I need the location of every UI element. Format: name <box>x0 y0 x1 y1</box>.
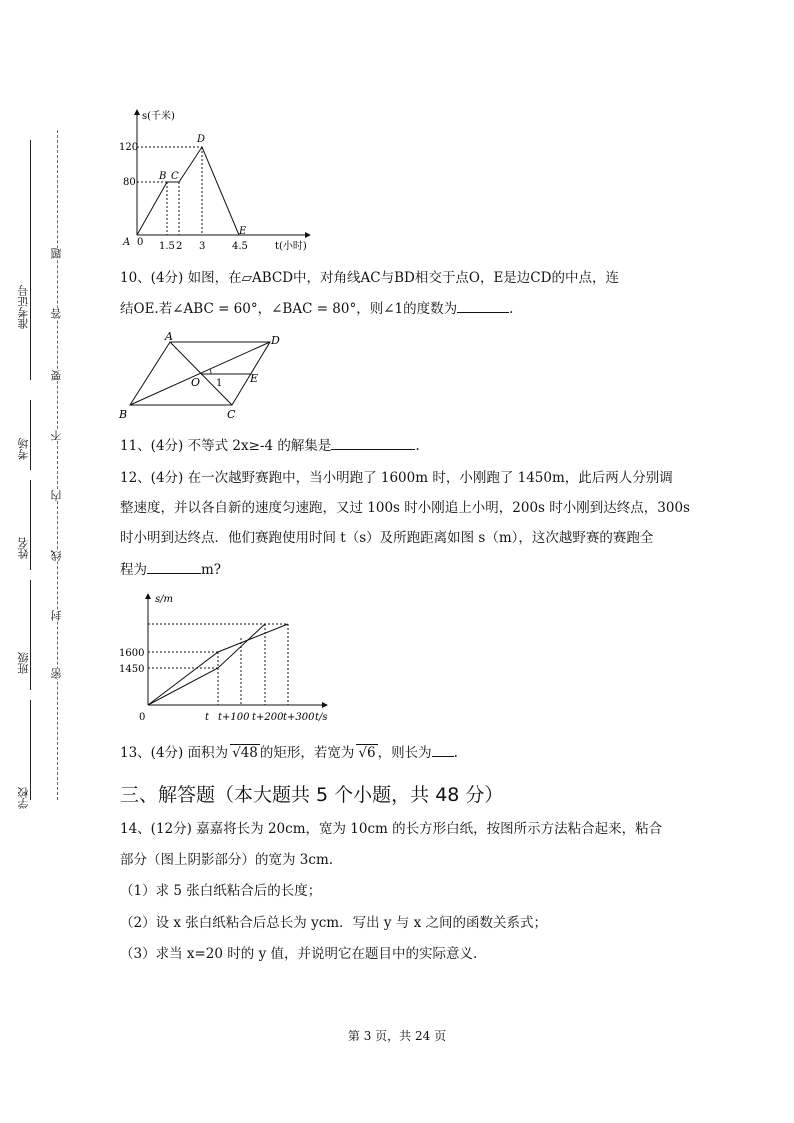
answer-blank[interactable] <box>432 742 454 757</box>
x-tick-label: t+300 <box>283 712 315 723</box>
vertex-label-c: C <box>227 408 236 421</box>
seal-char: 线 <box>50 550 63 561</box>
x-axis-label: t/s <box>315 712 328 723</box>
class-label: 班级 <box>17 652 30 674</box>
exam-number-line <box>30 140 31 380</box>
point-label-e: E <box>250 372 259 385</box>
seal-char: 封 <box>50 610 63 621</box>
point-label-d: D <box>197 134 206 145</box>
x-tick-label: 2 <box>176 241 183 252</box>
y-tick-label: 80 <box>123 177 136 188</box>
race-graph <box>115 588 335 728</box>
question-12-line4: 程为 m? <box>120 556 221 584</box>
vertex-label-a: A <box>165 330 173 343</box>
question-12-line1: 12、(4分) 在一次越野赛跑中，当小明跑了 1600m 时，小刚跑了 1450m，此后两人分别调 <box>120 470 673 486</box>
seal-char: 题 <box>50 248 63 259</box>
angle-1-arc <box>210 369 211 374</box>
y-tick-label: 120 <box>119 142 139 153</box>
xiaogang-line <box>148 624 265 705</box>
x-tick-label: 3 <box>199 241 206 252</box>
seal-char: 内 <box>50 490 63 501</box>
page-footer: 第 3 页，共 24 页 <box>347 1029 447 1043</box>
exam-number-label: 准考证号 <box>17 285 30 329</box>
name-label: 姓名 <box>17 537 30 559</box>
question-13: 13、(4分) 面积为 √48 的矩形，若宽为 √6 ，则长为 . <box>120 739 458 767</box>
seal-char: 密 <box>50 668 63 679</box>
seal-dashed-line <box>57 130 58 800</box>
point-label-a: A <box>123 237 131 248</box>
question-10-line1: 10、(4分) 如图，在▱ABCD中，对角线AC与BD相交于点O，E是边CD的中点，连 <box>120 270 619 286</box>
point-label-o: O <box>191 376 201 389</box>
question-14-sub2: （2）设 x 张白纸粘合后总长为 ycm．写出 y 与 x 之间的函数关系式； <box>120 915 547 931</box>
x-tick-label: t+100 <box>218 712 250 723</box>
answer-blank[interactable] <box>331 435 415 450</box>
point-label-b: B <box>159 171 167 182</box>
x-axis-label: t(小时) <box>275 241 307 252</box>
question-11-text: 11、(4分) 不等式 2x≥-4 的解集是 <box>120 438 332 454</box>
x-tick-label: t <box>205 712 210 723</box>
seal-char: 答 <box>50 308 63 319</box>
seal-char: 不 <box>50 430 63 441</box>
y-tick-label: 1450 <box>119 664 145 675</box>
vertex-label-b: B <box>119 408 128 421</box>
y-tick-label: 1600 <box>119 648 145 659</box>
answer-blank[interactable] <box>457 298 509 313</box>
question-14-line1: 14、(12分) 嘉嘉将长为 20cm，宽为 10cm 的长方形白纸，按图所示方法粘合起来，粘合 <box>120 821 663 837</box>
y-axis-label: s/m <box>155 594 173 605</box>
parallelogram-figure <box>115 330 295 422</box>
question-11: 11、(4分) 不等式 2x≥-4 的解集是 . <box>120 432 420 460</box>
question-14-line2: 部分（图上阴影部分）的宽为 3cm. <box>120 852 334 868</box>
journey-line <box>137 147 239 235</box>
question-14-sub1: （1）求 5 张白纸粘合后的长度； <box>120 883 322 899</box>
question-12-line2: 整速度，并以各自新的速度匀速跑，又过 100s 时小刚追上小明，200s 时小刚到达终点，300s <box>120 500 690 516</box>
answer-blank[interactable] <box>147 559 201 574</box>
origin-label: 0 <box>137 237 144 248</box>
section-3-heading: 三、解答题（本大题共 5 个小题，共 48 分） <box>120 784 504 806</box>
question-12-line3: 时小明到达终点．他们赛跑使用时间 t（s）及所跑距离如图 s（m），这次越野赛的赛跑全 <box>120 530 654 546</box>
angle-label-1: 1 <box>216 378 223 389</box>
vertex-label-d: D <box>271 334 280 347</box>
origin-label: 0 <box>139 712 146 723</box>
question-14-sub3: （3）求当 x=20 时的 y 值，并说明它在题目中的实际意义. <box>120 946 478 962</box>
distance-time-graph <box>115 105 325 255</box>
exam-room-label: 考场 <box>17 438 30 460</box>
school-label: 学校 <box>17 787 30 809</box>
point-label-c: C <box>171 171 179 182</box>
school-line <box>30 700 31 800</box>
point-label-e: E <box>239 226 247 237</box>
y-axis-label: s(千米) <box>142 111 175 122</box>
x-tick-label: 4.5 <box>232 241 248 252</box>
x-tick-label: 1.5 <box>159 241 175 252</box>
sqrt-6: √6 <box>358 745 376 761</box>
seal-char: 要 <box>50 370 63 381</box>
sqrt-48: √48 <box>232 745 258 761</box>
question-10-text: 结OE.若∠ABC = 60°，∠BAC = 80°，则∠1的度数为 <box>120 301 458 317</box>
question-10-line2: 结OE.若∠ABC = 60°，∠BAC = 80°，则∠1的度数为 . <box>120 295 513 323</box>
x-tick-label: t+200 <box>252 712 284 723</box>
